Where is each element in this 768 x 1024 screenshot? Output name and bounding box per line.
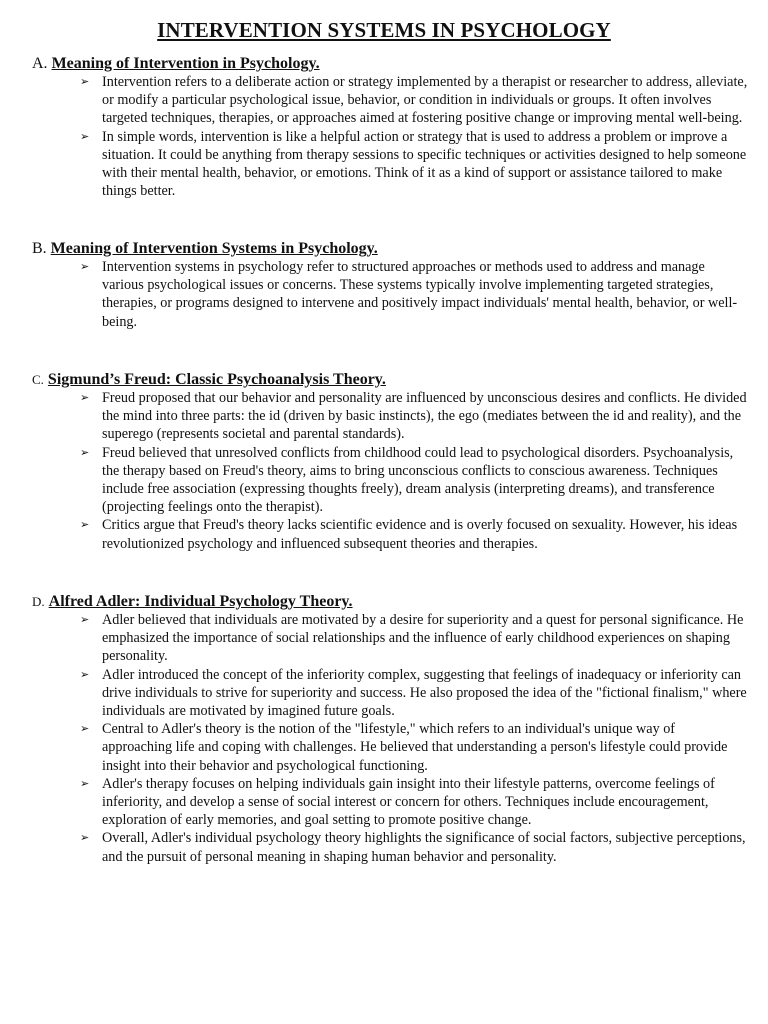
list-item xyxy=(32,258,748,331)
bullet-text: In simple words, intervention is like a helpful action or strategy that is used to address a problem or improve a situation. It could be anything from therapy sessions to specific techniques or activities designed to help someone with their mental health, behavior, or emotions. Think of it as a kind of support or assistance tailored to make things better. xyxy=(102,128,747,200)
section-heading xyxy=(32,239,748,258)
section-b xyxy=(32,239,748,331)
bullet-text: Intervention systems in psychology refer to structured approaches or methods used to address and manage various psychological issues or concerns. These systems typically involve implementing targeted strategies, therapies, or programs designed to intervene and positively impact individuals' mental health, behavior, or well-being. xyxy=(102,259,738,330)
list-item xyxy=(32,389,748,444)
arrowhead-bullet-icon: ➢ xyxy=(80,445,90,459)
bullet-text: Freud proposed that our behavior and personality are influenced by unconscious desires and conflicts. He divided the mind into three parts: the id (driven by basic instincts), the ego (mediates between the id and reality), and the superego (represents societal and parental standards). xyxy=(102,390,747,443)
bullet-text: Adler introduced the concept of the inferiority complex, suggesting that feelings of inadequacy or inferiority can drive individuals to strive for superiority and success. He also proposed the idea of the "fictional finalism," where individuals are motivated by imagined future goals. xyxy=(102,666,747,720)
arrowhead-bullet-icon: ➢ xyxy=(80,613,90,626)
section-heading xyxy=(32,54,748,73)
section-c xyxy=(32,370,748,553)
bullet-text: Central to Adler's theory is the notion of the "lifestyle," which refers to an individual's unique way of approaching life and coping with challenges. He believed that understanding a person's lifestyle could provide insight into their behavior and psychological functioning. xyxy=(102,721,728,774)
arrowhead-bullet-icon: ➢ xyxy=(80,129,90,143)
bullet-text: Adler believed that individuals are motivated by a desire for superiority and a quest for personal significance. He emphasized the importance of social relationships and the influence of early childhood experiences on shaping personality. xyxy=(102,612,744,665)
bullet-list xyxy=(32,611,748,866)
list-item xyxy=(32,720,748,775)
list-item xyxy=(32,775,748,830)
arrowhead-bullet-icon: ➢ xyxy=(80,75,90,88)
section-heading-text: Meaning of Intervention Systems in Psychology. xyxy=(50,240,378,257)
list-item xyxy=(32,829,748,865)
list-item xyxy=(32,444,748,517)
bullet-text: Overall, Adler's individual psychology theory highlights the significance of social factors, subjective perceptions, and the pursuit of personal meaning in shaping human behavior and personality. xyxy=(102,830,746,865)
section-heading-text: Alfred Adler: Individual Psychology Theory. xyxy=(48,593,353,610)
list-item xyxy=(32,128,748,201)
list-item xyxy=(32,73,748,128)
section-heading-text: Meaning of Intervention in Psychology. xyxy=(51,55,320,72)
bullet-text: Intervention refers to a deliberate action or strategy implemented by a therapist or researcher to address, alleviate, or modify a particular psychological issue, behavior, or condition in individuals or groups. It often involves targeted techniques, therapies, or approaches aimed at fostering positive change or improving mental well-being. xyxy=(102,74,748,127)
section-letter: C. xyxy=(32,372,44,387)
section-letter: A. xyxy=(32,55,48,72)
arrowhead-bullet-icon: ➢ xyxy=(80,518,90,532)
arrowhead-bullet-icon: ➢ xyxy=(80,391,90,404)
section-d xyxy=(32,592,748,866)
arrowhead-bullet-icon: ➢ xyxy=(80,667,90,681)
section-heading-text: Sigmund’s Freud: Classic Psychoanalysis Theory. xyxy=(47,371,386,388)
bullet-list xyxy=(32,73,748,200)
arrowhead-bullet-icon: ➢ xyxy=(80,831,90,845)
section-heading xyxy=(32,370,748,389)
section-letter: B. xyxy=(32,240,47,257)
bullet-text: Adler's therapy focuses on helping individuals gain insight into their lifestyle patterns, overcome feelings of inferiority, and develop a sense of social interest or concern for others. Techniques include encouragement, exploration of early memories, and goal setting to promote positive change. xyxy=(102,775,715,829)
arrowhead-bullet-icon: ➢ xyxy=(80,260,90,273)
section-a xyxy=(32,54,748,200)
list-item xyxy=(32,666,748,721)
list-item xyxy=(32,611,748,666)
bullet-text: Critics argue that Freud's theory lacks scientific evidence and is overly focused on sexuality. However, his ideas revolutionized psychology and influenced subsequent theories and therapies. xyxy=(102,517,738,552)
arrowhead-bullet-icon: ➢ xyxy=(80,776,90,790)
section-heading xyxy=(32,592,748,611)
bullet-list xyxy=(32,389,748,553)
bullet-text: Freud believed that unresolved conflicts from childhood could lead to psychological disorders. Psychoanalysis, the therapy based on Freud's theory, aims to bring unconscious conflicts to conscious awareness. Techniques include free association (expressing thoughts freely), dream analysis (interpreting dreams), and transference (projecting feelings onto the therapist). xyxy=(102,444,734,516)
arrowhead-bullet-icon: ➢ xyxy=(80,722,90,736)
page-title: INTERVENTION SYSTEMS IN PSYCHOLOGY xyxy=(157,18,611,42)
bullet-list xyxy=(32,258,748,331)
section-letter: D. xyxy=(32,594,45,609)
list-item xyxy=(32,516,748,552)
